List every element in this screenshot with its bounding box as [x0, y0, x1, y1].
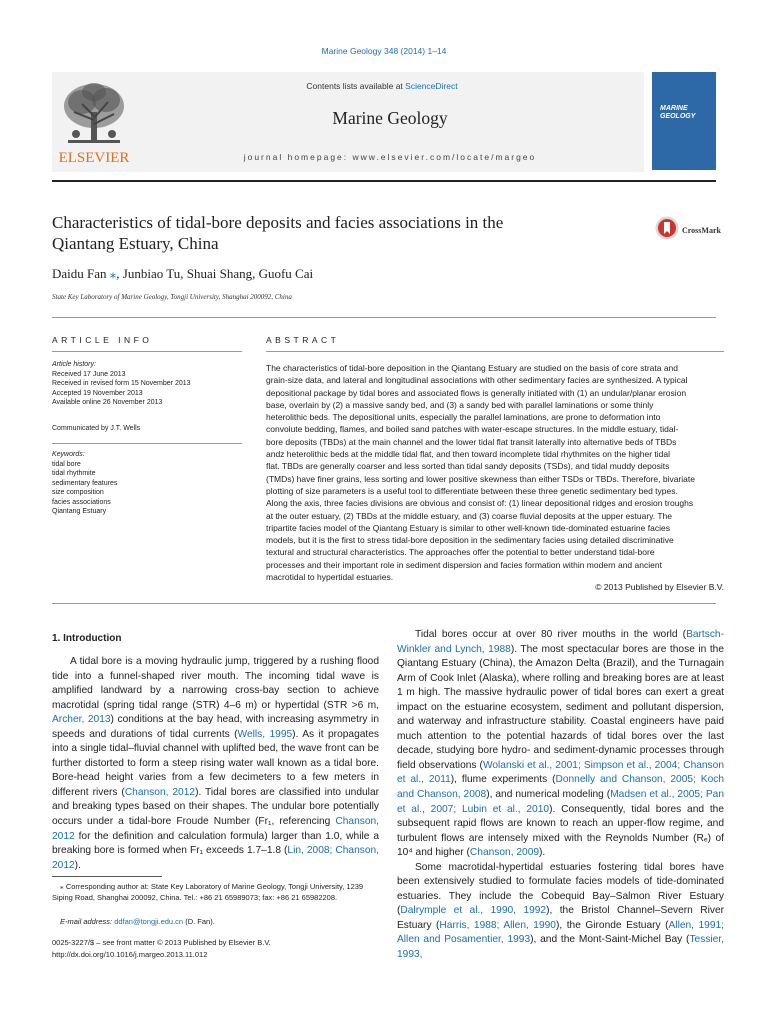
paragraph-text: ), and numerical modeling (: [486, 789, 611, 801]
paragraph-text: Some macrotidal-hypertidal estuaries fostering tidal bores have been extensively studied to formulate facies models of tide-dominated estuaries. They include the Cobequid Bay–Salmon River Estuary (: [397, 861, 724, 917]
keyword-item: Qiantang Estuary: [52, 508, 107, 515]
communicated-by: Communicated by J.T. Wells: [52, 425, 141, 432]
citation-link[interactable]: Harris, 1988; Allen, 1990: [439, 919, 556, 931]
doi-link[interactable]: http://dx.doi.org/10.1016/j.margeo.2013.11.012: [52, 950, 208, 959]
crossmark-icon[interactable]: [655, 216, 679, 240]
footnote-divider: [52, 876, 162, 877]
elsevier-wordmark: ELSEVIER: [58, 150, 130, 166]
abstract-line: convolute bedding, flames, and boiled sand patches with water-escape structures. In the middle estuary, tidal-: [266, 424, 679, 435]
citation-link[interactable]: Madsen et al., 2005; Pan et al., 2007; Lubin et al., 2010: [397, 789, 724, 815]
abstract-line: Along the axis, three facies divisions are obvious and consist of: (1) linear depositional ridges and erosion troughs: [266, 498, 694, 509]
article-info-heading: ARTICLE INFO: [52, 335, 153, 345]
keywords: [52, 450, 117, 517]
intro-paragraph-3: [397, 861, 724, 963]
paragraph-text: ). As it propagates into a single tidal–fluvial channel with uplifted bed, the wave front can be further distorted to form a steep rising water wall known as a tidal bore. Bore-head height varies from a few decimeters to a few meters in different rivers (: [52, 728, 379, 798]
history-accepted: Accepted 19 November 2013: [52, 389, 143, 397]
abstract-divider: [266, 351, 724, 352]
abstract-line: plotting of size parameters is a useful tool to differentiate between these three genetic sedimentary bed types.: [266, 485, 678, 496]
journal-title: Marine Geology: [332, 108, 448, 128]
history-received: Received 17 June 2013: [52, 370, 126, 378]
abstract-end-divider: [52, 603, 716, 604]
affiliation-divider: [52, 317, 716, 318]
abstract-line: bore deposits (TBDs) at the main channel and the lower tidal flat transit laterally into alternative beds of TBDs: [266, 436, 677, 447]
paragraph-text: ). Tidal bores are classified into undular and breaking types based on their shapes. The undular bore potentially occurs under a tidal-bore Froude Number (Fr₁, referencing: [52, 786, 380, 828]
citation-link[interactable]: Chanson, 2012: [124, 786, 196, 798]
abstract-line: tripartite facies model of the Qiantang Estuary is similar to other well-known tide-dominated estuarine facies: [266, 522, 670, 533]
paragraph-text: ), flume experiments (: [450, 774, 556, 786]
article-title: [52, 212, 612, 254]
citation-link[interactable]: Chanson, 2009: [469, 847, 540, 859]
article-title-line-1: Characteristics of tidal-bore deposits and facies associations in the: [52, 213, 504, 232]
article-history: [52, 360, 191, 408]
email-suffix: (D. Fan).: [183, 917, 215, 926]
keyword-item: facies associations: [52, 498, 111, 506]
section-heading-introduction: 1. Introduction: [52, 633, 122, 644]
keyword-item: sedimentary features: [52, 479, 118, 487]
paragraph-text: ).: [539, 847, 546, 859]
keywords-label: Keywords:: [52, 451, 85, 458]
journal-homepage[interactable]: journal homepage: www.elsevier.com/locate/margeo: [243, 152, 537, 162]
citation-link[interactable]: Tessier, 1993,: [397, 934, 725, 961]
paragraph-text: ).: [74, 859, 81, 871]
citation-link[interactable]: Donnelly and Chanson, 2005; Koch and Chanson, 2008: [397, 774, 724, 801]
abstract-line: (TMDs) have finer grains, less sorting and lower positive skewness than either TSDs or TBDs. Therefore, bivariate: [266, 473, 695, 484]
contents-line: [52, 81, 712, 91]
citation-link[interactable]: Dalrymple et al., 1990, 1992: [400, 905, 547, 917]
abstract-line: The characteristics of tidal-bore deposition in the Qiantang Estuary are studied on the basis of core strata and: [266, 363, 679, 373]
abstract-line: heterolithic beds. The depositional units, especially the parallel laminations, are prone to deformation into: [266, 412, 661, 423]
paragraph-text: ), and the Mont-Saint-Michel Bay (: [530, 934, 690, 946]
paragraph-text: ). Consequently, tidal bores and the subsequent rapid flows are known to reach an upper-flow regime, and turbulent flows are intensely mixed with the Reynolds Number (Rₑ) of 10⁴ and higher (: [397, 803, 724, 859]
abstract-line: grain-size data, and lateral and longitudinal associations with other sedimentary facies are synthesized. A typical: [266, 375, 688, 386]
sciencedirect-link[interactable]: ScienceDirect: [405, 81, 458, 91]
citation-link[interactable]: Wells, 1995: [237, 728, 293, 740]
affiliation: State Key Laboratory of Marine Geology, Tongji University, Shanghai 200092, China: [52, 293, 292, 301]
footnote-text: Corresponding author at: State Key Laboratory of Marine Geology, Tongji University, 1239 Siping Road, Shanghai 200092, China. Tel.: +86 21 65989073; fax: +86 21 65982208.: [52, 882, 364, 902]
article-title-line-2: Qiantang Estuary, China: [52, 234, 219, 253]
citation-link[interactable]: Bartsch-Winkler and Lynch, 1988: [397, 629, 724, 655]
abstract-line: macrotidal to hypertidal estuaries.: [266, 572, 394, 583]
paragraph-text: for the definition and calculation formula) larger than 1.0, while a breaking bore is formed when Fr₁ exceeds 1.7–1.8 (: [52, 830, 379, 857]
email-link[interactable]: ddfan@tongji.edu.cn: [114, 917, 184, 926]
footnote-star: ⁎: [60, 882, 64, 891]
corresponding-author-star[interactable]: ⁎: [109, 266, 117, 281]
journal-cover-title: MARINE GEOLOGY: [660, 105, 696, 120]
contents-prefix: Contents lists available at: [306, 81, 406, 91]
paragraph-text: Tidal bores occur at over 80 river mouths in the world (: [415, 629, 687, 640]
abstract-line: textural and structural characteristics. The approaches offer the potential to better understand tidal-bore: [266, 547, 655, 558]
abstract-line: models, but it is the first to stress tidal-bore deposition in the sedimentary facies using detailed discriminative: [266, 535, 674, 546]
crossmark-label[interactable]: CrossMark: [682, 226, 721, 235]
footnote-corresponding: [52, 882, 380, 903]
abstract-line: andz heterolithic beds at the middle tidal flat, and then toward incomplete tidal rhythmites on the higher tidal: [266, 449, 670, 460]
right-column: [397, 628, 724, 963]
paragraph-text: A tidal bore is a moving hydraulic jump, triggered by a rushing flood tide into a funnel-shaped river mouth. The incoming tidal wave is amplified landward by a narrowing cross-bay section to achieve macrotidal (spring tidal range (STR) 4–6 m) or hypertidal (STR >6 m,: [52, 656, 379, 711]
article-info-divider: [52, 351, 242, 352]
left-column: [52, 655, 379, 873]
footnote-email: [52, 917, 388, 928]
history-label: Article history:: [52, 361, 96, 368]
abstract-heading: ABSTRACT: [266, 335, 340, 345]
citation-link[interactable]: Archer, 2013: [52, 714, 111, 726]
coauthors: , Junbiao Tu, Shuai Shang, Guofu Cai: [116, 266, 314, 281]
history-revised: Received in revised form 15 November 2013: [52, 380, 191, 387]
journal-reference[interactable]: Marine Geology 348 (2014) 1–14: [321, 46, 447, 56]
abstract-body: [266, 362, 724, 583]
abstract-copyright: © 2013 Published by Elsevier B.V.: [595, 582, 724, 592]
citation-link[interactable]: Chanson, 2012: [52, 816, 379, 842]
paragraph-text: ), the Bristol Channel–Severn River Estuary (: [397, 905, 724, 931]
abstract-line: base, overlain by (2) a massive sandy bed, and (3) a sandy bed with parallel laminations or some thinly: [266, 399, 654, 410]
author-list: [52, 266, 313, 282]
journal-cover-image[interactable]: [652, 72, 716, 170]
paragraph-text: ) conditions at the bay head, with increasing asymmetry in speeds and durations of tidal currents (: [52, 714, 379, 740]
issn-line: 0025-3227/$ – see front matter © 2013 Published by Elsevier B.V.: [52, 938, 271, 947]
paragraph-text: ). The most spectacular bores are those in the Qiantang Estuary (China), the Amazon Delta (Brazil), and the Turnagain Arm of Cook Inlet (Alaska), where rolling and breaking bores are at least 1 m high. The massive hydraulic power of tidal bores can exert a great impact on the estuarine ecosystem, sediment and pollutant dispersion, and waterway and infrastructure stability. Coastal engineers have paid much attention to the potential hazards of tidal bores over the last decade, studying bore hydro- and sediment-dynamic processes through field observations (: [397, 643, 724, 771]
abstract-line: depositional package by tidal bores and associated flows is generally initiated with (1) an undular/planar erosion: [266, 387, 687, 398]
paragraph-text: ), the Gironde Estuary (: [555, 919, 669, 931]
keyword-item: size composition: [52, 489, 104, 496]
email-label: E-mail address:: [60, 917, 115, 926]
keyword-item: tidal bore: [52, 460, 81, 468]
citation-link[interactable]: Allen, 1991; Allen and Posamentier, 1993: [397, 919, 724, 946]
abstract-line: processes and their important role in sediment dispersion and facies formation within modern and ancient: [266, 559, 662, 570]
abstract-line: at the outer estuary, (2) TBDs at the middle estuary, and (3) coarse fluvial deposits at the upper estuary. The: [266, 510, 673, 521]
intro-paragraph-1: [52, 655, 379, 873]
abstract-line: flat. TBDs are generally coarser and less sorted than tidal sandy deposits (TSDs), and tidal muddy deposits: [266, 461, 670, 472]
keyword-item: tidal rhythmite: [52, 470, 96, 477]
citation-link[interactable]: Wolanski et al., 2001; Simpson et al., 2004; Chanson et al., 2011: [397, 759, 724, 786]
keywords-divider: [52, 443, 242, 444]
author-corresponding[interactable]: Daidu Fan: [52, 266, 110, 281]
history-online: Available online 26 November 2013: [52, 399, 163, 406]
intro-paragraph-2: [397, 628, 724, 861]
header-divider: [52, 180, 716, 182]
citation-link[interactable]: Lin, 2008; Chanson, 2012: [52, 845, 379, 871]
